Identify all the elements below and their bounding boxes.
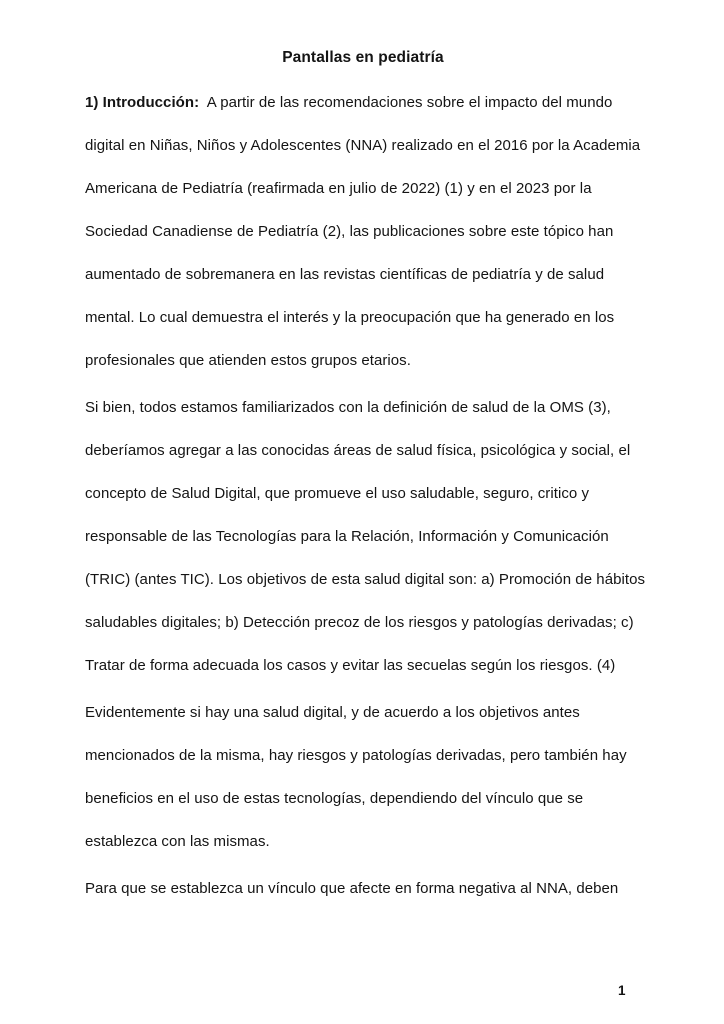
document-content bbox=[85, 36, 646, 914]
text-run: A partir de las recomendaciones sobre el impacto del mundo bbox=[199, 94, 613, 111]
text-line: Tratar de forma adecuada los casos y evitar las secuelas según los riesgos. (4) bbox=[85, 657, 616, 674]
text-line: (TRIC) (antes TIC). Los objetivos de esta salud digital son: a) Promoción de hábitos bbox=[85, 571, 646, 588]
section-heading-introduccion: 1) Introducción: bbox=[85, 94, 200, 111]
paragraph-introduction bbox=[85, 81, 641, 382]
text-line: saludables digitales; b) Detección precoz de los riesgos y patologías derivadas; c) bbox=[85, 614, 634, 631]
text-line: digital en Niñas, Niños y Adolescentes (NNA) realizado en el 2016 por la Academia bbox=[85, 137, 641, 154]
text-line: mental. Lo cual demuestra el interés y la preocupación que ha generado en los bbox=[85, 309, 615, 326]
text-line: beneficios en el uso de estas tecnologías, dependiendo del vínculo que se bbox=[85, 790, 584, 807]
paragraph-riesgos-beneficios bbox=[85, 691, 641, 863]
text-line: responsable de las Tecnologías para la Relación, Información y Comunicación bbox=[85, 528, 609, 545]
text-line bbox=[85, 81, 641, 124]
text-line: concepto de Salud Digital, que promueve el uso saludable, seguro, critico y bbox=[85, 485, 590, 502]
text-line: establezca con las mismas. bbox=[85, 833, 270, 850]
text-line: profesionales que atienden estos grupos etarios. bbox=[85, 352, 411, 369]
text-line: Para que se establezca un vínculo que afecte en forma negativa al NNA, deben bbox=[85, 880, 619, 897]
page-title: Pantallas en pediatría bbox=[282, 49, 444, 66]
text-line: Sociedad Canadiense de Pediatría (2), las publicaciones sobre este tópico han bbox=[85, 223, 614, 240]
paragraph-salud-digital bbox=[85, 386, 646, 687]
page-number: 1 bbox=[618, 983, 626, 998]
text-line: aumentado de sobremanera en las revistas científicas de pediatría y de salud bbox=[85, 266, 605, 283]
text-line: Americana de Pediatría (reafirmada en julio de 2022) (1) y en el 2023 por la bbox=[85, 180, 592, 197]
text-line: Evidentemente si hay una salud digital, y de acuerdo a los objetivos antes bbox=[85, 704, 580, 721]
text-line: deberíamos agregar a las conocidas áreas de salud física, psicológica y social, el bbox=[85, 442, 631, 459]
paragraph-vinculo-negativo bbox=[85, 867, 641, 910]
text-line: mencionados de la misma, hay riesgos y patologías derivadas, pero también hay bbox=[85, 747, 627, 764]
text-line: Si bien, todos estamos familiarizados con la definición de salud de la OMS (3), bbox=[85, 399, 611, 416]
